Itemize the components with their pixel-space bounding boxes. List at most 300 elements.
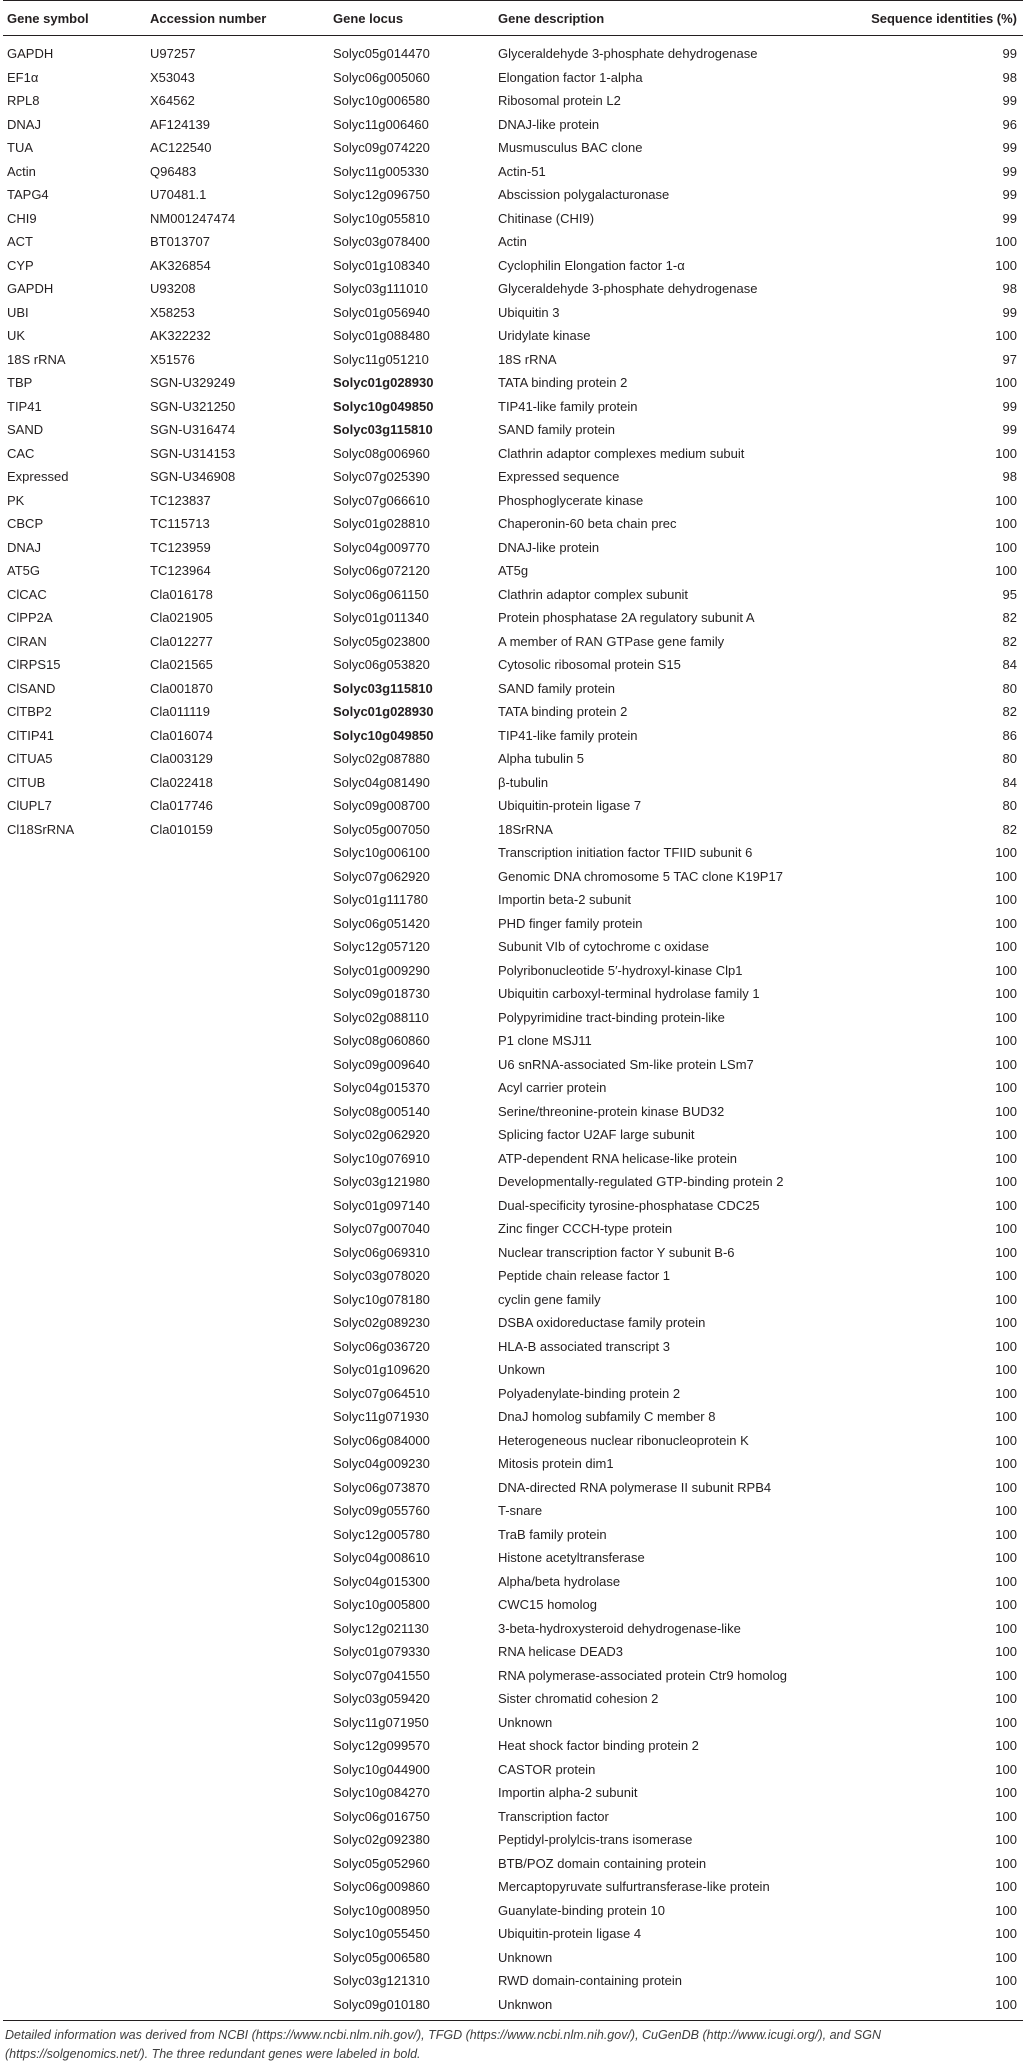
accession-number-cell: X53043 [150, 69, 195, 85]
accession-number-cell: TC115713 [150, 516, 210, 532]
accession-number-cell [146, 1664, 329, 1688]
gene-symbol-cell [3, 1593, 146, 1617]
gene-locus-cell: Solyc07g064510 [333, 1385, 430, 1401]
accession-number-cell: TC123964 [150, 563, 211, 579]
gene-locus-cell: Solyc09g074220 [333, 140, 430, 156]
gene-symbol-cell [3, 1899, 146, 1923]
sequence-identity-cell: 100 [995, 1550, 1017, 1566]
sequence-identity-cell: 100 [995, 1456, 1017, 1472]
table-row [3, 1570, 1023, 1594]
gene-description-cell: Heat shock factor binding protein 2 [498, 1738, 699, 1754]
sequence-identity-cell: 100 [995, 328, 1017, 344]
gene-symbol-cell [3, 1664, 146, 1688]
gene-description-cell: Glyceraldehyde 3-phosphate dehydrogenase [498, 46, 758, 62]
gene-symbol-cell: TBP [7, 375, 33, 391]
sequence-identity-cell: 100 [995, 1691, 1017, 1707]
gene-description-cell: Importin alpha-2 subunit [498, 1785, 638, 1801]
gene-description-cell: Subunit VIb of cytochrome c oxidase [498, 939, 710, 955]
accession-number-cell [146, 1734, 329, 1758]
accession-number-cell: AF124139 [150, 116, 210, 132]
sequence-identity-cell: 100 [995, 516, 1017, 532]
sequence-identity-cell: 100 [995, 1056, 1017, 1072]
gene-locus-cell: Solyc11g051210 [333, 351, 429, 367]
gene-symbol-cell [3, 1875, 146, 1899]
accession-number-cell [146, 1335, 329, 1359]
sequence-identity-cell: 99 [1002, 163, 1017, 179]
gene-symbol-cell [3, 1687, 146, 1711]
table-row [3, 1546, 1023, 1570]
gene-locus-cell: Solyc10g008950 [333, 1902, 430, 1918]
sequence-identity-cell: 100 [995, 1362, 1017, 1378]
table-row [3, 1405, 1023, 1429]
table-row [3, 1006, 1023, 1030]
gene-description-cell: Uridylate kinase [498, 328, 591, 344]
gene-description-cell: Ubiquitin-protein ligase 4 [498, 1926, 642, 1942]
table-row [3, 1617, 1023, 1641]
gene-locus-cell: Solyc07g062920 [333, 868, 430, 884]
gene-description-cell: TATA binding protein 2 [498, 375, 628, 391]
gene-locus-cell: Solyc04g009230 [333, 1456, 430, 1472]
accession-number-cell: X64562 [150, 93, 195, 109]
accession-number-cell: TC123837 [150, 492, 211, 508]
accession-number-cell [146, 1922, 329, 1946]
gene-description-cell: Peptide chain release factor 1 [498, 1268, 670, 1284]
gene-description-cell: Musmusculus BAC clone [498, 140, 643, 156]
header-gene-symbol: Gene symbol [3, 1, 146, 36]
table-row [3, 442, 1023, 466]
gene-locus-cell: Solyc10g084270 [333, 1785, 430, 1801]
accession-number-cell [146, 1758, 329, 1782]
gene-symbol-cell: CAC [7, 445, 35, 461]
gene-symbol-cell [3, 1123, 146, 1147]
gene-description-cell: Mitosis protein dim1 [498, 1456, 614, 1472]
gene-description-cell: RNA polymerase-associated protein Ctr9 homolog [498, 1667, 788, 1683]
gene-description-cell: HLA-B associated transcript 3 [498, 1338, 670, 1354]
gene-symbol-cell [3, 935, 146, 959]
gene-locus-cell: Solyc05g014470 [333, 46, 430, 62]
gene-symbol-cell [3, 1264, 146, 1288]
sequence-identity-cell: 100 [995, 1385, 1017, 1401]
sequence-identity-cell: 100 [995, 1620, 1017, 1636]
table-row [3, 1264, 1023, 1288]
gene-symbol-cell [3, 1006, 146, 1030]
sequence-identity-cell: 99 [1002, 93, 1017, 109]
gene-description-cell: A member of RAN GTPase gene family [498, 633, 725, 649]
gene-symbol-cell: AT5G [7, 563, 40, 579]
gene-symbol-cell: ClSAND [7, 680, 56, 696]
gene-locus-cell: Solyc11g071950 [333, 1714, 429, 1730]
table-body [3, 36, 1023, 2017]
table-row [3, 794, 1023, 818]
gene-locus-cell: Solyc01g088480 [333, 328, 430, 344]
gene-locus-cell: Solyc03g121980 [333, 1174, 430, 1190]
gene-symbol-cell [3, 1405, 146, 1429]
sequence-identity-cell: 100 [995, 1832, 1017, 1848]
sequence-identity-cell: 82 [1002, 633, 1017, 649]
gene-description-cell: Sister chromatid cohesion 2 [498, 1691, 659, 1707]
table-row [3, 36, 1023, 66]
table-row [3, 348, 1023, 372]
accession-number-cell [146, 1123, 329, 1147]
gene-description-cell: Unknwon [498, 1996, 553, 2012]
gene-description-cell: RWD domain-containing protein [498, 1973, 683, 1989]
gene-locus-cell: Solyc06g072120 [333, 563, 430, 579]
table-row [3, 959, 1023, 983]
gene-locus-cell: Solyc07g025390 [333, 469, 430, 485]
gene-symbol-cell [3, 982, 146, 1006]
sequence-identity-cell: 100 [995, 1315, 1017, 1331]
gene-description-cell: Actin-51 [498, 163, 546, 179]
gene-description-cell: Unknown [498, 1714, 553, 1730]
sequence-identity-cell: 100 [995, 1409, 1017, 1425]
sequence-identity-cell: 100 [995, 962, 1017, 978]
sequence-identity-cell: 100 [995, 1902, 1017, 1918]
sequence-identity-cell: 100 [995, 1338, 1017, 1354]
table-row [3, 1593, 1023, 1617]
gene-symbol-cell [3, 841, 146, 865]
gene-description-cell: Nuclear transcription factor Y subunit B-6 [498, 1244, 735, 1260]
gene-description-cell: Clathrin adaptor complex subunit [498, 586, 689, 602]
sequence-identity-cell: 100 [995, 1174, 1017, 1190]
gene-description-cell: 18S rRNA [498, 351, 557, 367]
sequence-identity-cell: 98 [1002, 69, 1017, 85]
gene-symbol-cell [3, 1476, 146, 1500]
accession-number-cell: X58253 [150, 304, 195, 320]
gene-locus-cell: Solyc10g006100 [333, 845, 430, 861]
accession-number-cell: SGN-U316474 [150, 422, 236, 438]
accession-number-cell [146, 1640, 329, 1664]
gene-locus-cell: Solyc01g108340 [333, 257, 430, 273]
gene-symbol-cell [3, 1382, 146, 1406]
gene-symbol-cell: ClPP2A [7, 610, 53, 626]
gene-description-cell: SAND family protein [498, 422, 616, 438]
gene-description-cell: DNA-directed RNA polymerase II subunit RPB4 [498, 1479, 772, 1495]
gene-symbol-cell: ClTUB [7, 774, 46, 790]
sequence-identity-cell: 98 [1002, 281, 1017, 297]
table-row [3, 606, 1023, 630]
accession-number-cell: SGN-U314153 [150, 445, 236, 461]
gene-symbol-cell: DNAJ [7, 116, 41, 132]
accession-number-cell: Cla003129 [150, 751, 213, 767]
table-row [3, 1029, 1023, 1053]
sequence-identity-cell: 100 [995, 986, 1017, 1002]
accession-number-cell: Cla022418 [150, 774, 213, 790]
sequence-identity-cell: 97 [1002, 351, 1017, 367]
accession-number-cell [146, 865, 329, 889]
sequence-identity-cell: 82 [1002, 704, 1017, 720]
accession-number-cell [146, 1523, 329, 1547]
gene-description-cell: Guanylate-binding protein 10 [498, 1902, 665, 1918]
sequence-identity-cell: 100 [995, 1855, 1017, 1871]
gene-symbol-cell: ClTIP41 [7, 727, 54, 743]
table-row [3, 841, 1023, 865]
accession-number-cell [146, 912, 329, 936]
gene-locus-cell: Solyc06g036720 [333, 1338, 430, 1354]
sequence-identity-cell: 96 [1002, 116, 1017, 132]
gene-locus-cell: Solyc11g005330 [333, 163, 429, 179]
accession-number-cell [146, 1828, 329, 1852]
sequence-identity-cell: 100 [995, 492, 1017, 508]
accession-number-cell [146, 1311, 329, 1335]
gene-symbol-cell: ClRAN [7, 633, 47, 649]
gene-locus-cell: Solyc06g051420 [333, 915, 430, 931]
gene-description-cell: TIP41-like family protein [498, 727, 638, 743]
gene-description-cell: cyclin gene family [498, 1291, 601, 1307]
accession-number-cell: Cla016178 [150, 586, 213, 602]
table-row [3, 301, 1023, 325]
sequence-identity-cell: 99 [1002, 210, 1017, 226]
sequence-identity-cell: 100 [995, 1573, 1017, 1589]
gene-symbol-cell [3, 1711, 146, 1735]
gene-locus-cell: Solyc10g044900 [333, 1761, 430, 1777]
gene-symbol-cell [3, 1100, 146, 1124]
accession-number-cell: SGN-U321250 [150, 398, 236, 414]
gene-symbol-cell: DNAJ [7, 539, 41, 555]
table-row [3, 1170, 1023, 1194]
gene-description-cell: BTB/POZ domain containing protein [498, 1855, 707, 1871]
gene-description-cell: TraB family protein [498, 1526, 607, 1542]
gene-description-cell: Importin beta-2 subunit [498, 892, 631, 908]
gene-description-cell: DNAJ-like protein [498, 116, 600, 132]
table-row [3, 1781, 1023, 1805]
gene-description-cell: Splicing factor U2AF large subunit [498, 1127, 695, 1143]
sequence-identity-cell: 100 [995, 915, 1017, 931]
gene-locus-cell: Solyc10g055810 [333, 210, 430, 226]
sequence-identity-cell: 95 [1002, 586, 1017, 602]
table-row [3, 653, 1023, 677]
gene-locus-cell: Solyc02g089230 [333, 1315, 430, 1331]
table-row [3, 583, 1023, 607]
gene-locus-cell: Solyc03g121310 [333, 1973, 430, 1989]
sequence-identity-cell: 100 [995, 939, 1017, 955]
gene-locus-cell: Solyc01g111780 [333, 892, 428, 908]
sequence-identity-cell: 100 [995, 1714, 1017, 1730]
gene-symbol-cell [3, 1076, 146, 1100]
table-row [3, 1946, 1023, 1970]
accession-number-cell: AK326854 [150, 257, 211, 273]
sequence-identity-cell: 100 [995, 1503, 1017, 1519]
accession-number-cell: Cla001870 [150, 680, 213, 696]
table-row [3, 677, 1023, 701]
accession-number-cell [146, 1170, 329, 1194]
table-row [3, 1123, 1023, 1147]
accession-number-cell: AC122540 [150, 140, 212, 156]
accession-number-cell [146, 1241, 329, 1265]
table-row [3, 818, 1023, 842]
accession-number-cell [146, 1452, 329, 1476]
gene-locus-cell: Solyc07g066610 [333, 492, 430, 508]
gene-locus-cell: Solyc06g016750 [333, 1808, 430, 1824]
table-row [3, 724, 1023, 748]
accession-number-cell [146, 1499, 329, 1523]
accession-number-cell: Cla011119 [150, 704, 210, 720]
table-row [3, 1687, 1023, 1711]
table-row [3, 1147, 1023, 1171]
accession-number-cell [146, 1993, 329, 2017]
gene-locus-cell: Solyc01g009290 [333, 962, 430, 978]
table-row [3, 1053, 1023, 1077]
table-row [3, 982, 1023, 1006]
gene-locus-cell: Solyc04g009770 [333, 539, 430, 555]
gene-description-cell: Alpha tubulin 5 [498, 751, 585, 767]
gene-description-cell: Chitinase (CHI9) [498, 210, 595, 226]
gene-locus-cell: Solyc10g076910 [333, 1150, 430, 1166]
gene-symbol-cell: GAPDH [7, 281, 54, 297]
table-row [3, 207, 1023, 231]
gene-description-cell: Protein phosphatase 2A regulatory subunit A [498, 610, 755, 626]
accession-number-cell [146, 1946, 329, 1970]
table-row [3, 1523, 1023, 1547]
gene-locus-cell: Solyc09g009640 [333, 1056, 430, 1072]
accession-number-cell: Cla021905 [150, 610, 213, 626]
gene-locus-cell: Solyc04g015370 [333, 1080, 430, 1096]
table-row [3, 747, 1023, 771]
sequence-identity-cell: 100 [995, 1526, 1017, 1542]
sequence-identity-cell: 100 [995, 257, 1017, 273]
sequence-identity-cell: 100 [995, 868, 1017, 884]
gene-locus-cell: Solyc10g078180 [333, 1291, 430, 1307]
gene-locus-cell: Solyc12g099570 [333, 1738, 430, 1754]
gene-description-cell: Unkown [498, 1362, 545, 1378]
table-row [3, 1429, 1023, 1453]
gene-locus-cell: Solyc06g009860 [333, 1879, 430, 1895]
gene-locus-cell: Solyc01g028930 [333, 375, 434, 391]
gene-locus-cell: Solyc08g006960 [333, 445, 430, 461]
table-row [3, 324, 1023, 348]
gene-description-cell: Actin [498, 234, 527, 250]
accession-number-cell: Cla016074 [150, 727, 213, 743]
gene-description-cell: Expressed sequence [498, 469, 620, 485]
gene-locus-cell: Solyc12g005780 [333, 1526, 430, 1542]
gene-description-cell: Elongation factor 1-alpha [498, 69, 643, 85]
sequence-identity-cell: 84 [1002, 657, 1017, 673]
gene-symbol-cell: ClTUA5 [7, 751, 53, 767]
table-row [3, 1993, 1023, 2017]
gene-symbol-cell: CHI9 [7, 210, 37, 226]
table-row [3, 1241, 1023, 1265]
sequence-identity-cell: 100 [995, 1949, 1017, 1965]
sequence-identity-cell: 100 [995, 1808, 1017, 1824]
gene-locus-cell: Solyc03g115810 [333, 422, 433, 438]
gene-locus-cell: Solyc07g041550 [333, 1667, 430, 1683]
sequence-identity-cell: 100 [995, 1667, 1017, 1683]
sequence-identity-cell: 100 [995, 1479, 1017, 1495]
table-row [3, 1758, 1023, 1782]
table-row [3, 1899, 1023, 1923]
gene-locus-cell: Solyc04g008610 [333, 1550, 430, 1566]
accession-number-cell: U70481.1 [150, 187, 207, 203]
gene-locus-cell: Solyc03g059420 [333, 1691, 430, 1707]
gene-symbol-cell [3, 1452, 146, 1476]
gene-description-cell: Ubiquitin carboxyl-terminal hydrolase family 1 [498, 986, 760, 1002]
accession-number-cell [146, 1546, 329, 1570]
table-row [3, 888, 1023, 912]
gene-symbol-cell [3, 1194, 146, 1218]
gene-description-cell: Peptidyl-prolylcis-trans isomerase [498, 1832, 693, 1848]
gene-symbol-cell [3, 1147, 146, 1171]
accession-number-cell [146, 1969, 329, 1993]
gene-symbol-cell: CYP [7, 257, 34, 273]
gene-symbol-cell: SAND [7, 422, 44, 438]
gene-locus-cell: Solyc01g056940 [333, 304, 430, 320]
gene-locus-cell: Solyc08g060860 [333, 1033, 430, 1049]
gene-locus-cell: Solyc10g055450 [333, 1926, 430, 1942]
gene-description-cell: DnaJ homolog subfamily C member 8 [498, 1409, 716, 1425]
sequence-identity-cell: 100 [995, 1244, 1017, 1260]
gene-symbol-cell [3, 912, 146, 936]
accession-number-cell [146, 1617, 329, 1641]
gene-locus-cell: Solyc03g115810 [333, 680, 433, 696]
table-row [3, 113, 1023, 137]
accession-number-cell [146, 1288, 329, 1312]
gene-locus-cell: Solyc03g078400 [333, 234, 430, 250]
gene-symbol-cell [3, 1335, 146, 1359]
gene-description-cell: Ubiquitin 3 [498, 304, 560, 320]
gene-symbol-cell [3, 1241, 146, 1265]
table-row [3, 1664, 1023, 1688]
gene-description-cell: Unknown [498, 1949, 553, 1965]
accession-number-cell: SGN-U346908 [150, 469, 236, 485]
gene-symbol-cell: UK [7, 328, 26, 344]
gene-symbol-cell [3, 1993, 146, 2017]
sequence-identity-cell: 99 [1002, 46, 1017, 62]
gene-description-cell: Cytosolic ribosomal protein S15 [498, 657, 681, 673]
accession-number-cell [146, 1217, 329, 1241]
sequence-identity-cell: 99 [1002, 304, 1017, 320]
header-gene-locus: Gene locus [329, 1, 494, 36]
gene-table [3, 0, 1023, 2016]
table-row [3, 1734, 1023, 1758]
sequence-identity-cell: 100 [995, 1879, 1017, 1895]
gene-description-cell: RNA helicase DEAD3 [498, 1644, 623, 1660]
gene-description-cell: Heterogeneous nuclear ribonucleoprotein K [498, 1432, 749, 1448]
sequence-identity-cell: 100 [995, 1926, 1017, 1942]
gene-locus-cell: Solyc06g053820 [333, 657, 430, 673]
sequence-identity-cell: 86 [1002, 727, 1017, 743]
gene-locus-cell: Solyc04g081490 [333, 774, 430, 790]
table-row [3, 1076, 1023, 1100]
table-row [3, 230, 1023, 254]
gene-description-cell: P1 clone MSJ11 [498, 1033, 592, 1049]
sequence-identity-cell: 100 [995, 1761, 1017, 1777]
sequence-identity-cell: 100 [995, 445, 1017, 461]
gene-symbol-cell [3, 888, 146, 912]
gene-locus-cell: Solyc01g097140 [333, 1197, 430, 1213]
accession-number-cell [146, 1147, 329, 1171]
gene-locus-cell: Solyc10g049850 [333, 727, 434, 743]
gene-locus-cell: Solyc06g084000 [333, 1432, 430, 1448]
table-row [3, 912, 1023, 936]
gene-locus-cell: Solyc12g057120 [333, 939, 430, 955]
gene-locus-cell: Solyc02g092380 [333, 1832, 430, 1848]
accession-number-cell [146, 1593, 329, 1617]
accession-number-cell: Q96483 [150, 163, 197, 179]
sequence-identity-cell: 100 [995, 1103, 1017, 1119]
table-row [3, 1499, 1023, 1523]
accession-number-cell: AK322232 [150, 328, 211, 344]
sequence-identity-cell: 100 [995, 1080, 1017, 1096]
gene-description-cell: ATP-dependent RNA helicase-like protein [498, 1150, 737, 1166]
accession-number-cell [146, 1405, 329, 1429]
table-row [3, 418, 1023, 442]
table-row [3, 1476, 1023, 1500]
gene-symbol-cell [3, 1640, 146, 1664]
gene-description-cell: Glyceraldehyde 3-phosphate dehydrogenase [498, 281, 758, 297]
gene-description-cell: Acyl carrier protein [498, 1080, 607, 1096]
gene-locus-cell: Solyc08g005140 [333, 1103, 430, 1119]
gene-symbol-cell [3, 1805, 146, 1829]
gene-description-cell: AT5g [498, 563, 529, 579]
